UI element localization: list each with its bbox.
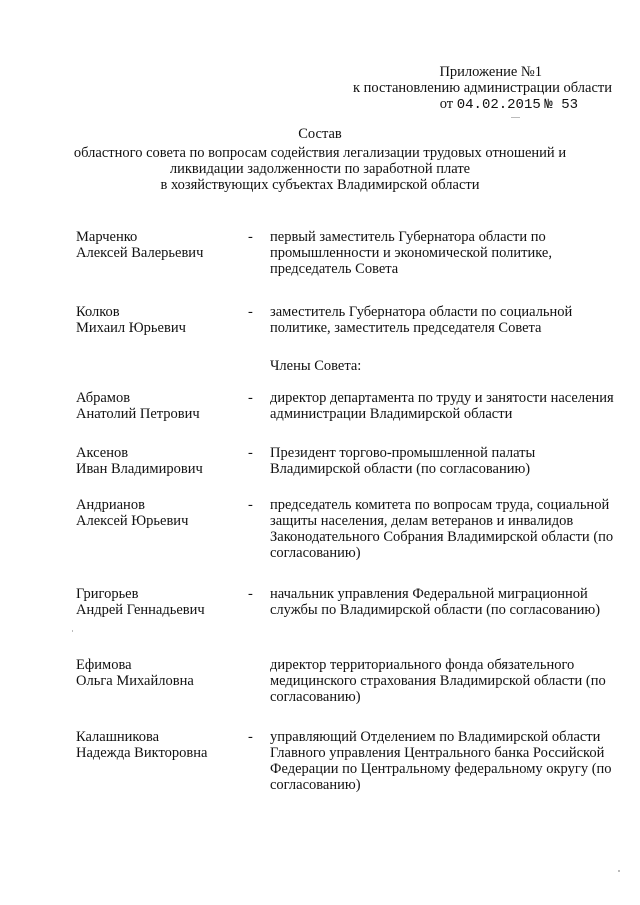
decree-date: 04.02.2015 — [456, 97, 541, 113]
member-name — [76, 390, 246, 422]
member-name — [76, 229, 246, 261]
member-surname: Аксенов — [76, 445, 129, 461]
members-label: Члены Совета: — [270, 358, 362, 374]
member-given-name: Анатолий Петрович — [76, 406, 200, 422]
heading-title: Состав — [298, 126, 342, 142]
member-role: Президент торгово-промышленной палаты Владимирской области (по согласованию) — [270, 445, 536, 477]
appendix-date-row — [353, 96, 578, 113]
member-role: первый заместитель Губернатора области по промышленности и экономической политике, председатель Совета — [270, 229, 552, 277]
member-dash: - — [248, 445, 253, 461]
scan-mark — [618, 870, 620, 872]
member-name — [76, 657, 246, 689]
member-given-name: Иван Владимирович — [76, 461, 203, 477]
member-role: председатель комитета по вопросам труда, социальной защиты населения, делам ветеранов и инвалидов Законодательного Собрания Владимирской области (по согласованию) — [270, 497, 614, 561]
member-surname: Калашникова — [76, 729, 160, 745]
member-given-name: Алексей Валерьевич — [76, 245, 204, 261]
member-name — [76, 497, 246, 529]
member-dash: - — [248, 497, 253, 513]
member-surname: Колков — [76, 304, 120, 320]
appendix-title: Приложение №1 — [439, 64, 542, 80]
member-role: директор департамента по труду и занятости населения администрации Владимирской области — [270, 390, 614, 422]
appendix-subtitle: к постановлению администрации области — [352, 80, 612, 96]
member-name — [76, 729, 246, 761]
heading-line-1: областного совета по вопросам содействия легализации трудовых отношений и — [73, 145, 567, 161]
decree-number: № 53 — [544, 97, 578, 113]
heading-line-2: ликвидации задолженности по заработной плате — [169, 161, 471, 177]
document-heading — [0, 126, 640, 193]
member-surname: Марченко — [76, 229, 138, 245]
member-surname: Абрамов — [76, 390, 131, 406]
scan-mark — [72, 630, 73, 632]
member-surname: Григорьев — [76, 586, 139, 602]
member-given-name: Михаил Юрьевич — [76, 320, 186, 336]
member-dash: - — [248, 729, 253, 745]
member-surname: Андрианов — [76, 497, 145, 513]
member-dash: - — [248, 586, 253, 602]
member-role: директор территориального фонда обязательного медицинского страхования Владимирской области (по согласованию) — [270, 657, 606, 705]
member-dash: - — [248, 304, 253, 320]
member-surname: Ефимова — [76, 657, 132, 673]
member-role: начальник управления Федеральной миграционной службы по Владимирской области (по согласованию) — [270, 586, 601, 618]
member-given-name: Надежда Викторовна — [76, 745, 208, 761]
heading-line-3: в хозяйствующих субъектах Владимирской области — [160, 177, 480, 193]
member-dash: - — [248, 390, 253, 406]
member-dash: - — [248, 229, 253, 245]
appendix-header — [353, 64, 612, 113]
member-given-name: Алексей Юрьевич — [76, 513, 189, 529]
member-name — [76, 445, 246, 477]
member-role: заместитель Губернатора области по социальной политике, заместитель председателя Совета — [270, 304, 573, 336]
scan-mark — [511, 117, 520, 118]
date-prefix: от — [439, 96, 454, 112]
member-name — [76, 304, 246, 336]
member-given-name: Ольга Михайловна — [76, 673, 194, 689]
member-name — [76, 586, 246, 618]
member-given-name: Андрей Геннадьевич — [76, 602, 205, 618]
member-role: управляющий Отделением по Владимирской области Главного управления Центрального банка Российской Федерации по Центральному федеральному округу (по согласованию) — [270, 729, 612, 793]
